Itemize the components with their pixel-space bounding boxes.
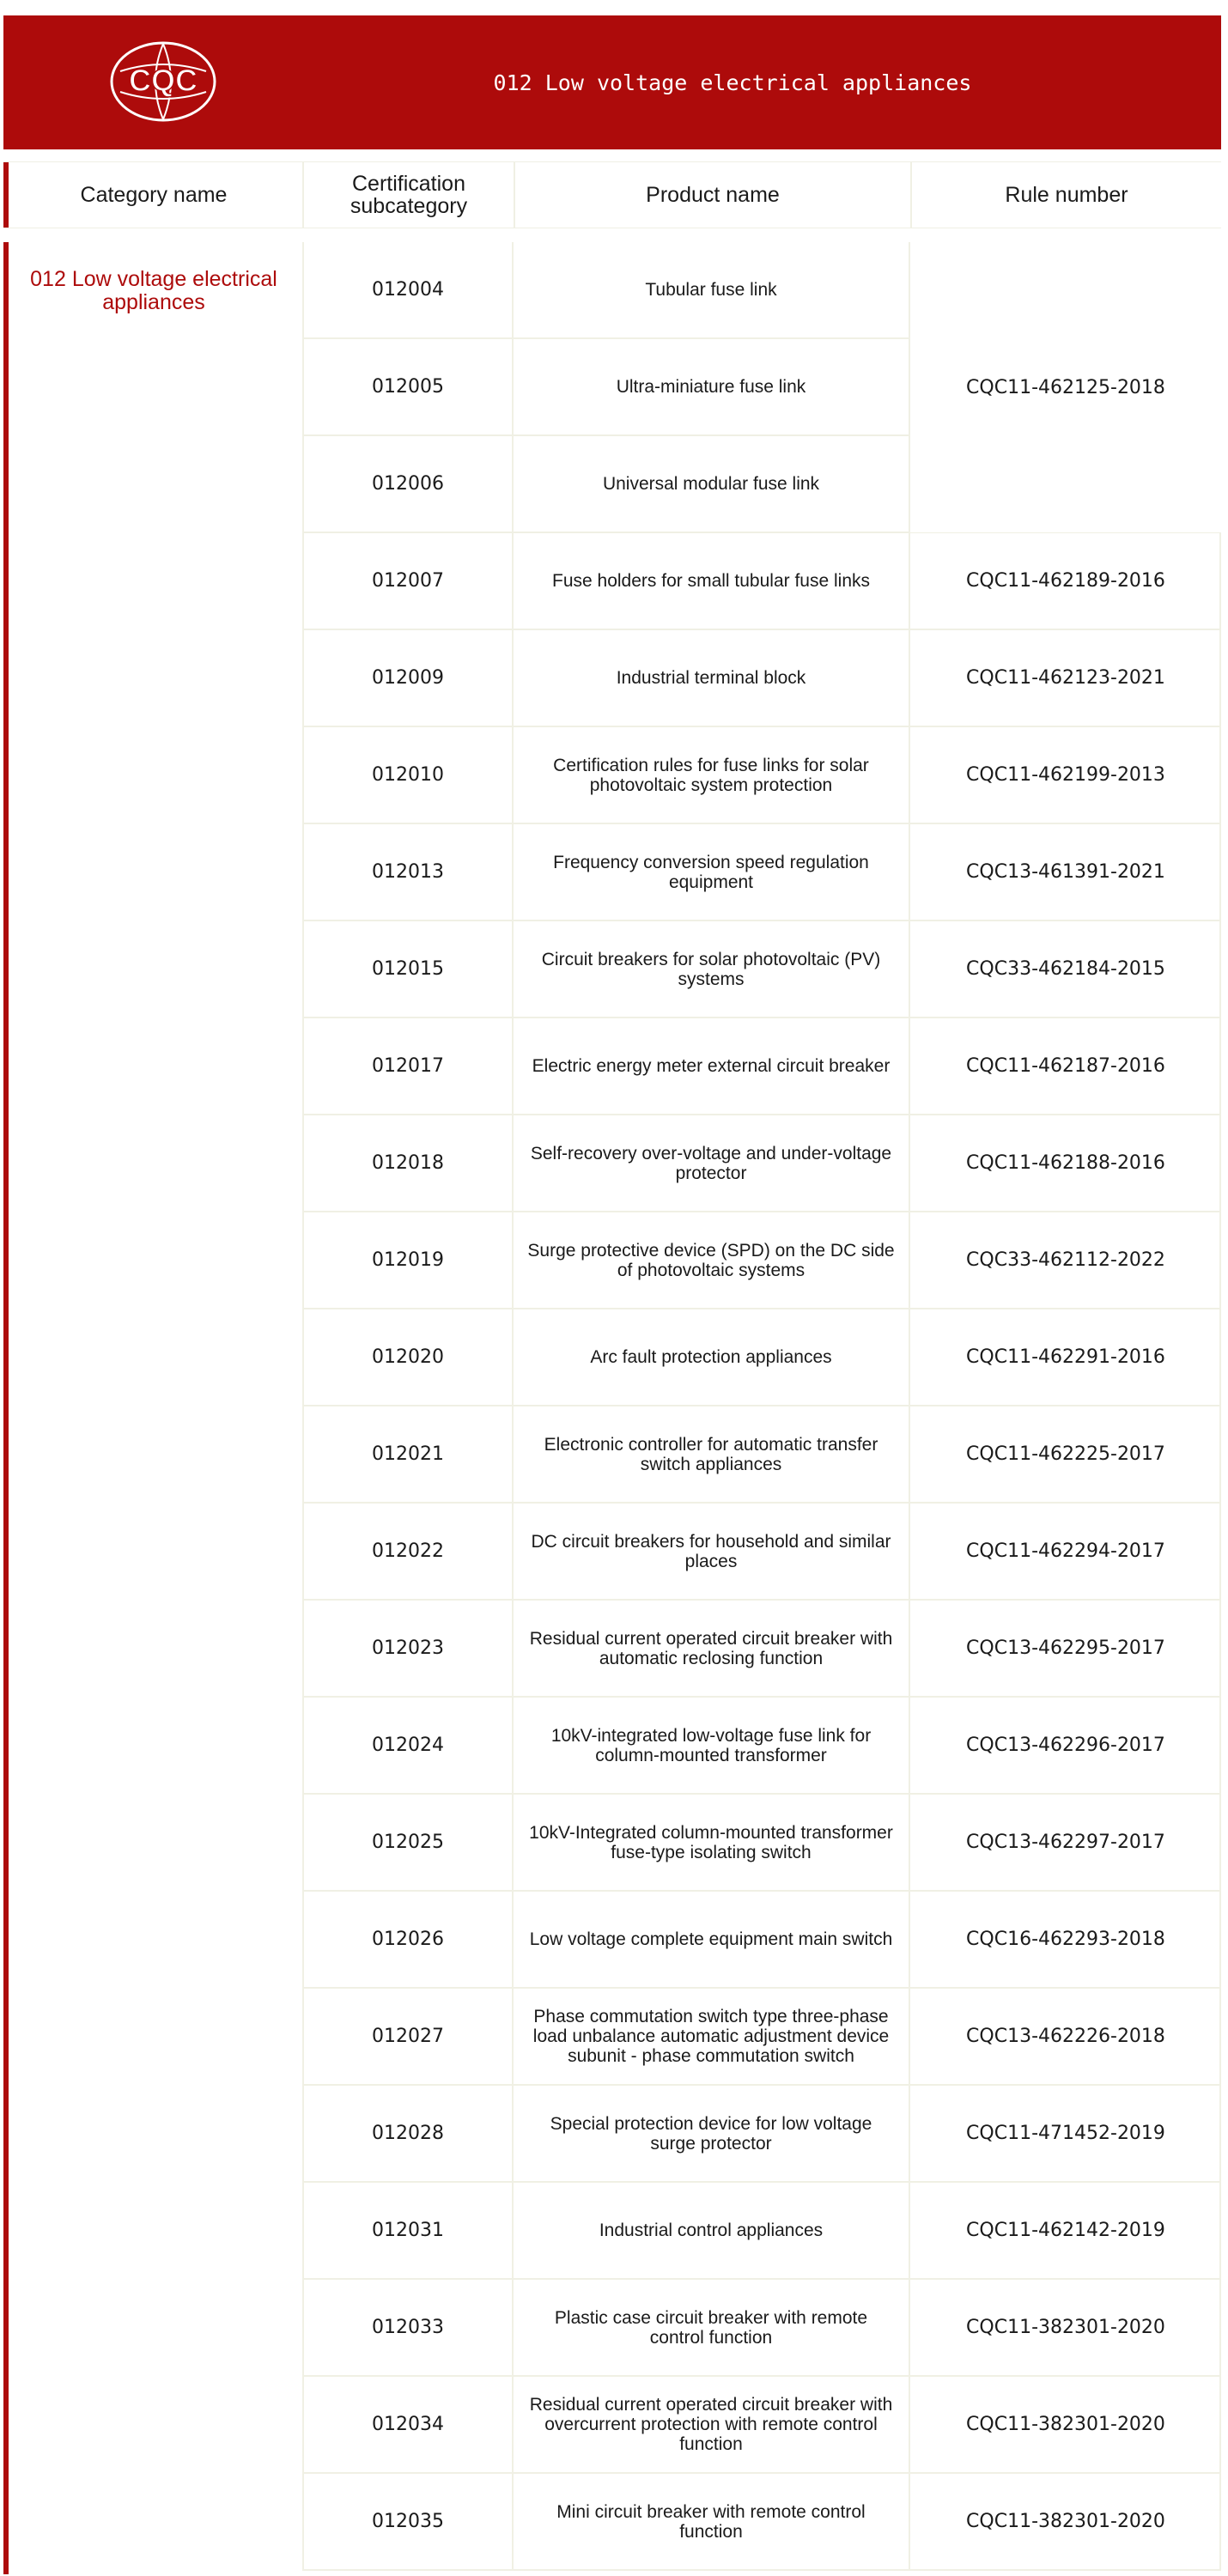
cell-product-name: Industrial control appliances xyxy=(514,2183,910,2278)
cell-subcategory: 012017 xyxy=(302,1018,514,1114)
header-category: Category name xyxy=(80,183,228,207)
cell-subcategory: 012013 xyxy=(302,824,514,920)
table-row xyxy=(302,1601,1221,1698)
table-row xyxy=(302,727,1221,824)
cell-subcategory: 012035 xyxy=(302,2474,514,2569)
table-row xyxy=(302,1115,1221,1212)
table-row xyxy=(302,2086,1221,2183)
header-product: Product name xyxy=(646,183,780,207)
cell-product-name: Phase commutation switch type three-phase load unbalance automatic adjustment device subunit - phase commutation switch xyxy=(514,1989,910,2084)
header-subcategory: Certification subcategory xyxy=(350,172,468,218)
cell-rule-number: CQC11-462187-2016 xyxy=(966,1055,1165,1077)
cell-subcategory: 012027 xyxy=(302,1989,514,2084)
cqc-logo xyxy=(108,39,218,125)
cell-rule-number: CQC11-382301-2020 xyxy=(966,2317,1165,2338)
cell-product-name: DC circuit breakers for household and similar places xyxy=(514,1504,910,1599)
cell-product-name: Ultra-miniature fuse link xyxy=(514,339,910,434)
cell-product-name: Electronic controller for automatic transfer switch appliances xyxy=(514,1406,910,1502)
cell-product-name: Frequency conversion speed regulation equipment xyxy=(514,824,910,920)
cell-subcategory: 012034 xyxy=(302,2377,514,2472)
table-row xyxy=(302,1698,1221,1795)
cell-subcategory: 012024 xyxy=(302,1698,514,1793)
cell-product-name: Certification rules for fuse links for solar photovoltaic system protection xyxy=(514,727,910,823)
cell-rule-number: CQC13-462297-2017 xyxy=(966,1832,1165,1853)
cell-subcategory: 012007 xyxy=(302,533,514,629)
cell-product-name: Tubular fuse link xyxy=(514,242,910,337)
cell-subcategory: 012025 xyxy=(302,1795,514,1890)
cell-rule-number: CQC13-462295-2017 xyxy=(966,1637,1165,1659)
table-row xyxy=(302,533,1221,630)
cell-product-name: Residual current operated circuit breaker with overcurrent protection with remote control function xyxy=(514,2377,910,2472)
cell-subcategory: 012023 xyxy=(302,1601,514,1696)
cell-subcategory: 012031 xyxy=(302,2183,514,2278)
table-row xyxy=(302,1018,1221,1115)
cell-rule-number: CQC33-462112-2022 xyxy=(966,1249,1165,1271)
cell-rule-number: CQC11-462291-2016 xyxy=(966,1346,1165,1368)
cell-product-name: Industrial terminal block xyxy=(514,630,910,726)
cell-rule-number: CQC11-382301-2020 xyxy=(966,2511,1165,2532)
cell-subcategory: 012019 xyxy=(302,1212,514,1308)
table-row xyxy=(302,824,1221,921)
table-row xyxy=(302,1989,1221,2086)
cell-subcategory: 012018 xyxy=(302,1115,514,1211)
table-row xyxy=(302,1406,1221,1504)
cell-rule-number: CQC13-461391-2021 xyxy=(966,861,1165,883)
cell-rule-number: CQC16-462293-2018 xyxy=(966,1929,1165,1950)
cell-rule-number: CQC11-382301-2020 xyxy=(966,2414,1165,2435)
header-banner xyxy=(3,15,1221,149)
cell-product-name: Arc fault protection appliances xyxy=(514,1309,910,1405)
cell-product-name: Fuse holders for small tubular fuse links xyxy=(514,533,910,629)
cell-subcategory: 012010 xyxy=(302,727,514,823)
logo-text: CQC xyxy=(129,63,198,98)
cell-product-name: Self-recovery over-voltage and under-voltage protector xyxy=(514,1115,910,1211)
cell-rule-number: CQC13-462226-2018 xyxy=(966,2026,1165,2047)
cell-rule-number: CQC11-462225-2017 xyxy=(966,1443,1165,1465)
cell-product-name: Residual current operated circuit breaker with automatic reclosing function xyxy=(514,1601,910,1696)
cell-product-name: Universal modular fuse link xyxy=(514,436,910,532)
cell-rule-number: CQC33-462184-2015 xyxy=(966,958,1165,980)
table-row xyxy=(302,1504,1221,1601)
cell-product-name: Low voltage complete equipment main switch xyxy=(514,1892,910,1987)
cell-subcategory: 012006 xyxy=(302,436,514,532)
cell-product-name: Circuit breakers for solar photovoltaic (PV) systems xyxy=(514,921,910,1017)
cell-rule-number: CQC11-462142-2019 xyxy=(966,2220,1165,2241)
table-row xyxy=(302,2183,1221,2280)
table-row xyxy=(302,1212,1221,1309)
cell-subcategory: 012033 xyxy=(302,2280,514,2375)
cell-rule-number: CQC11-471452-2019 xyxy=(966,2123,1165,2144)
table-row xyxy=(302,1309,1221,1406)
cell-product-name: 10kV-integrated low-voltage fuse link for column-mounted transformer xyxy=(514,1698,910,1793)
cell-rule-number: CQC11-462199-2013 xyxy=(966,764,1165,786)
cell-subcategory: 012028 xyxy=(302,2086,514,2181)
cell-subcategory: 012022 xyxy=(302,1504,514,1599)
table-row xyxy=(302,1892,1221,1989)
cell-rule-number: CQC11-462189-2016 xyxy=(966,570,1165,592)
table-row xyxy=(302,630,1221,727)
table-header xyxy=(3,161,1221,228)
cell-subcategory: 012005 xyxy=(302,339,514,434)
cell-subcategory: 012020 xyxy=(302,1309,514,1405)
header-rule: Rule number xyxy=(1005,183,1128,207)
cell-subcategory: 012021 xyxy=(302,1406,514,1502)
cell-rule-number: CQC11-462123-2021 xyxy=(966,667,1165,689)
accent-bar xyxy=(3,242,9,2574)
category-name: 012 Low voltage electrical appliances xyxy=(30,267,277,314)
cell-product-name: Surge protective device (SPD) on the DC side of photovoltaic systems xyxy=(514,1212,910,1308)
cell-subcategory: 012015 xyxy=(302,921,514,1017)
cell-rule-number: CQC11-462188-2016 xyxy=(966,1152,1165,1174)
cell-rule-number: CQC13-462296-2017 xyxy=(966,1735,1165,1756)
page-title: 012 Low voltage electrical appliances xyxy=(493,70,972,95)
table-row xyxy=(302,2474,1221,2571)
cell-product-name: Mini circuit breaker with remote control function xyxy=(514,2474,910,2569)
cell-subcategory: 012009 xyxy=(302,630,514,726)
table-row xyxy=(302,2377,1221,2474)
cell-product-name: 10kV-Integrated column-mounted transformer fuse-type isolating switch xyxy=(514,1795,910,1890)
cell-subcategory: 012026 xyxy=(302,1892,514,1987)
cell-subcategory: 012004 xyxy=(302,242,514,337)
table-row xyxy=(302,1795,1221,1892)
table-row xyxy=(302,921,1221,1018)
cell-product-name: Plastic case circuit breaker with remote control function xyxy=(514,2280,910,2375)
merged-rule-number: CQC11-462125-2018 xyxy=(910,242,1221,532)
cell-product-name: Special protection device for low voltage surge protector xyxy=(514,2086,910,2181)
cell-product-name: Electric energy meter external circuit breaker xyxy=(514,1018,910,1114)
cell-rule-number: CQC11-462294-2017 xyxy=(966,1540,1165,1562)
table-rows xyxy=(302,242,1221,2571)
table-body xyxy=(3,242,1221,2574)
table-row xyxy=(302,2280,1221,2377)
